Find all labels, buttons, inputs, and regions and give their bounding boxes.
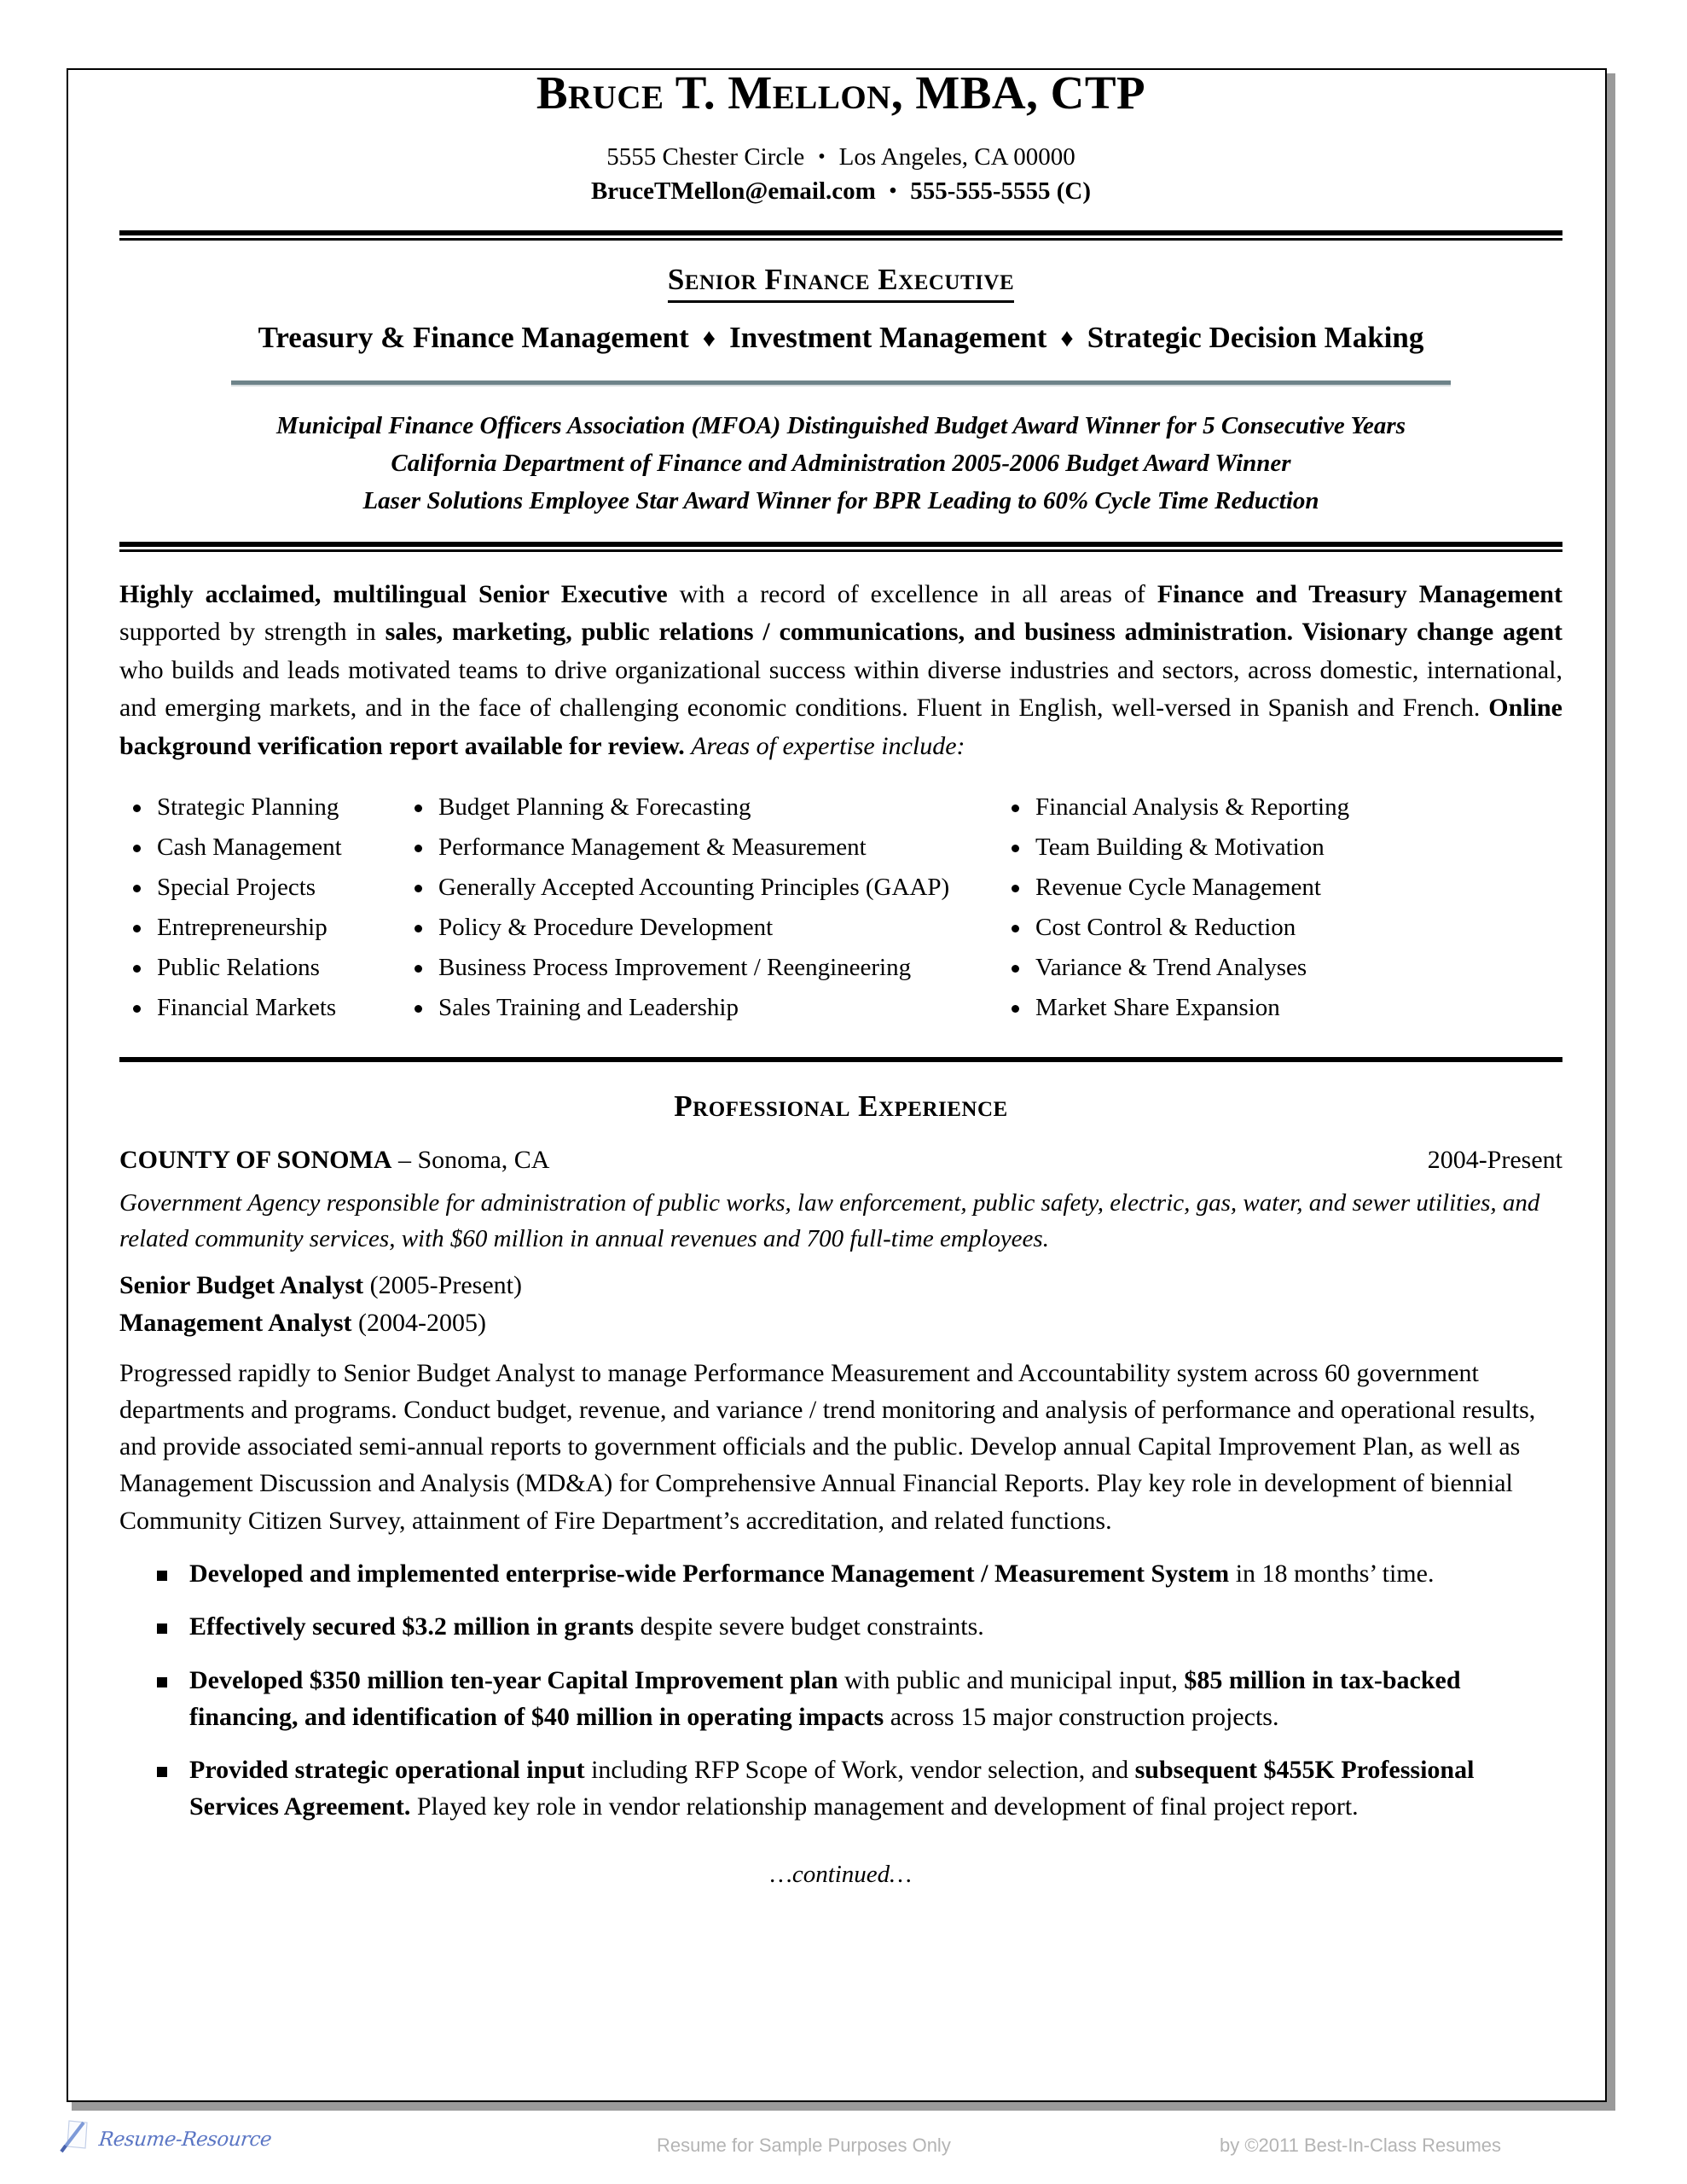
- resume-resource-logo[interactable]: [58, 2117, 271, 2161]
- expertise-item: Market Share Expansion: [998, 988, 1527, 1028]
- award-item: Laser Solutions Employee Star Award Winner for BPR Leading to 60% Cycle Time Reduction: [362, 486, 1319, 514]
- role-dates-text: (2004-2005): [351, 1309, 486, 1338]
- expertise-item: Generally Accepted Accounting Principles (GAAP): [401, 868, 998, 908]
- role-title-text: Management Analyst: [119, 1309, 352, 1338]
- expertise-item: Business Process Improvement / Reengineering: [401, 948, 998, 988]
- email-text[interactable]: BruceTMellon@email.com: [590, 177, 876, 205]
- employer-name-text: COUNTY OF SONOMA: [119, 1145, 392, 1174]
- achievement-item: Developed $350 million ten-year Capital Improvement plan with public and municipal input, $85 million in tax-backed financing, and identification of $40 million in operating impacts across 15 major construction projects.: [119, 1663, 1562, 1735]
- role-duties-paragraph: Progressed rapidly to Senior Budget Analyst to manage Performance Measurement and Accountability system across 60 government departments and programs. Conduct budget, revenue, and variance / trend monitoring and analysis of performance and operational results, and provide associated semi-annual reports to government officials and the public. Develop annual Capital Improvement Plan, as well as Management Discussion and Analysis (MD&A) for Comprehensive Annual Financial Reports. Play key role in development of biennial Community Citizen Survey, attainment of Fire Department’s accreditation, and related functions.: [119, 1358, 1536, 1535]
- expertise-column-2: [401, 787, 998, 1028]
- page-footer: [0, 2121, 1687, 2184]
- phone-text: 555-555-5555 (C): [910, 177, 1092, 205]
- candidate-name: Bruce T. Mellon, MBA, CTP: [536, 67, 1146, 119]
- expertise-item: Budget Planning & Forecasting: [401, 787, 998, 828]
- role-senior-budget-analyst: [119, 1269, 1562, 1304]
- title-block: [119, 241, 1562, 520]
- employer-row: [119, 1146, 1562, 1175]
- employer-name: [119, 1146, 549, 1175]
- pen-and-paper-icon: [58, 2117, 97, 2161]
- expertise-item: Variance & Trend Analyses: [998, 948, 1527, 988]
- target-job-title: [119, 263, 1562, 297]
- expertise-item: Financial Analysis & Reporting: [998, 787, 1527, 828]
- employment-dates: 2004-Present: [1427, 1145, 1562, 1174]
- expertise-column-1: [119, 787, 401, 1028]
- summary-top-divider: [119, 542, 1562, 552]
- expertise-item: Special Projects: [119, 868, 401, 908]
- target-job-title-text: Senior Finance Executive: [668, 263, 1014, 303]
- awards-list: [119, 407, 1562, 520]
- specialties-line: [119, 321, 1562, 355]
- slate-divider: [231, 380, 1451, 386]
- diamond-separator-icon: ♦: [702, 323, 716, 352]
- expertise-item: Team Building & Motivation: [998, 828, 1527, 868]
- expertise-item: Performance Management & Measurement: [401, 828, 998, 868]
- expertise-column-3: [998, 787, 1527, 1028]
- achievement-item: Provided strategic operational input including RFP Scope of Work, vendor selection, and subsequent $455K Professional Services Agreement. Played key role in vendor relationship management and development of final project report.: [119, 1752, 1562, 1825]
- role-title-text: Senior Budget Analyst: [119, 1270, 364, 1299]
- expertise-item: Public Relations: [119, 948, 401, 988]
- header-divider: [119, 230, 1562, 241]
- contact-address-line: [119, 140, 1562, 174]
- resume-content: [119, 68, 1562, 1889]
- areas-of-expertise: [119, 787, 1562, 1028]
- divider-thin-line: [119, 549, 1562, 552]
- expertise-item: Strategic Planning: [119, 787, 401, 828]
- address-text: 5555 Chester Circle: [606, 142, 805, 171]
- expertise-item: Entrepreneurship: [119, 908, 401, 948]
- employer-description: Government Agency responsible for administration of public works, law enforcement, public safety, electric, gas, water, and sewer utilities, and related community services, with $60 million in annual revenues and 700 full-time employees.: [119, 1188, 1540, 1252]
- contact-email-phone-line: [119, 174, 1562, 208]
- expertise-item: Financial Markets: [119, 988, 401, 1028]
- expertise-item: Revenue Cycle Management: [998, 868, 1527, 908]
- achievement-item: Effectively secured $3.2 million in grants despite severe budget constraints.: [119, 1609, 1562, 1646]
- experience-top-divider: [119, 1057, 1562, 1062]
- achievement-item: Developed and implemented enterprise-wide Performance Management / Measurement System in 18 months’ time.: [119, 1556, 1562, 1593]
- specialty-1: Treasury & Finance Management: [258, 320, 689, 354]
- logo-text: Resume-Resource: [97, 2128, 273, 2151]
- specialty-3: Strategic Decision Making: [1087, 320, 1424, 354]
- bullet-separator-icon: •: [889, 179, 897, 202]
- expertise-item: Policy & Procedure Development: [401, 908, 998, 948]
- achievements-list: [119, 1556, 1562, 1826]
- expertise-item: Cost Control & Reduction: [998, 908, 1527, 948]
- expertise-item: Cash Management: [119, 828, 401, 868]
- award-item: California Department of Finance and Administration 2005-2006 Budget Award Winner: [391, 449, 1291, 477]
- award-item: Municipal Finance Officers Association (MFOA) Distinguished Budget Award Winner for 5 Consecutive Years: [276, 411, 1406, 439]
- professional-summary: Highly acclaimed, multilingual Senior Executive with a record of excellence in all areas of Finance and Treasury Management supported by strength in sales, marketing, public relations / communications, and business administration. Visionary change agent who builds and leads motivated teams to drive organizational success within diverse industries and sectors, across domestic, international, and emerging markets, and in the face of challenging economic conditions. Fluent in English, well-versed in Spanish and French. Online background verification report available for review. Areas of expertise include:: [119, 580, 1562, 760]
- footer-sample-note: Resume for Sample Purposes Only: [657, 2135, 951, 2156]
- city-state-zip-text: Los Angeles, CA 00000: [838, 142, 1075, 171]
- role-management-analyst: [119, 1306, 1562, 1341]
- footer-credit: by ©2011 Best-In-Class Resumes: [1220, 2135, 1502, 2156]
- specialty-2: Investment Management: [729, 320, 1047, 354]
- role-dates-text: (2005-Present): [363, 1270, 522, 1299]
- divider-thin-line: [119, 238, 1562, 241]
- diamond-separator-icon: ♦: [1060, 323, 1074, 352]
- expertise-item: Sales Training and Leadership: [401, 988, 998, 1028]
- section-heading-professional-experience: Professional Experience: [674, 1089, 1008, 1123]
- divider-thick-line: [119, 542, 1562, 547]
- employer-location-text: – Sonoma, CA: [391, 1145, 550, 1174]
- continued-notice: …continued…: [770, 1861, 912, 1889]
- divider-thick-line: [119, 1057, 1562, 1062]
- divider-thick-line: [119, 230, 1562, 235]
- bullet-separator-icon: •: [818, 145, 826, 168]
